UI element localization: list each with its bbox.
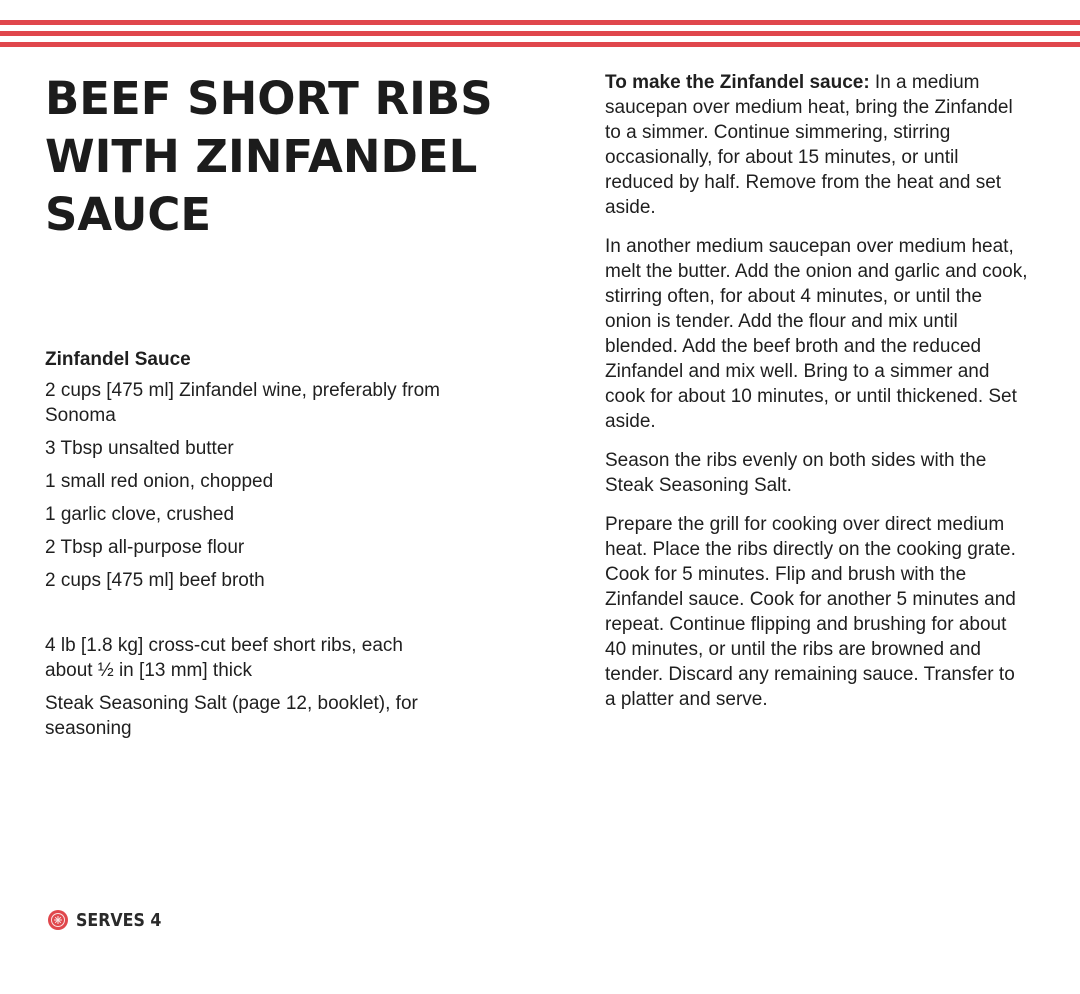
recipe-title: BEEF SHORT RIBS WITH ZINFANDEL SAUCE	[45, 72, 493, 241]
ingredient-group-spacer	[45, 601, 445, 633]
header-stripe-bottom	[0, 42, 1080, 47]
ingredient-item: 2 Tbsp all-purpose flour	[45, 537, 245, 558]
direction-step-intro	[605, 70, 1030, 220]
direction-step: Season the ribs evenly on both sides with the Steak Seasoning Salt.	[605, 450, 987, 496]
header-stripe-top	[0, 20, 1080, 25]
rib-ingredient-list	[45, 633, 445, 741]
ingredient-item: 4 lb [1.8 kg] cross-cut beef short ribs, each about ½ in [13 mm] thick	[45, 635, 404, 681]
ingredient-item: 1 small red onion, chopped	[45, 471, 274, 492]
direction-step: In another medium saucepan over medium heat, melt the butter. Add the onion and garlic and cook, stirring often, for about 4 minutes, or until the onion is tender. Add the flour and mix until blended. Add the beef broth and the reduced Zinfandel and mix well. Bring to a simmer and cook for about 10 minutes, or until thickened. Set aside.	[605, 236, 1028, 432]
round-badge-icon	[47, 909, 69, 931]
ingredient-item: 3 Tbsp unsalted butter	[45, 438, 234, 459]
serves-badge	[47, 905, 173, 935]
serves-label: SERVES 4	[76, 909, 162, 931]
ingredients-heading: Zinfandel Sauce	[45, 349, 191, 370]
direction-step-intro-text: In a medium saucepan over medium heat, bring the Zinfandel to a simmer. Continue simmering, stirring occasionally, for about 15 minutes, or until reduced by half. Remove from the heat and set aside.	[605, 72, 1013, 218]
direction-step: Prepare the grill for cooking over direct medium heat. Place the ribs directly on the cooking grate. Cook for 5 minutes. Flip and brush with the Zinfandel sauce. Cook for another 5 minutes and repeat. Continue flipping and brushing for about 40 minutes, or until the ribs are browned and tender. Discard any remaining sauce. Transfer to a platter and serve.	[605, 514, 1016, 710]
ingredients-column	[45, 347, 445, 749]
ingredient-item: Steak Seasoning Salt (page 12, booklet), for seasoning	[45, 693, 418, 739]
direction-step-lead: To make the Zinfandel sauce:	[605, 72, 870, 93]
ingredient-item: 1 garlic clove, crushed	[45, 504, 235, 525]
sauce-ingredient-list	[45, 378, 445, 593]
ingredient-item: 2 cups [475 ml] Zinfandel wine, preferably from Sonoma	[45, 380, 440, 426]
header-stripe-middle	[0, 31, 1080, 36]
ingredient-item: 2 cups [475 ml] beef broth	[45, 570, 265, 591]
directions-column	[605, 70, 1030, 726]
